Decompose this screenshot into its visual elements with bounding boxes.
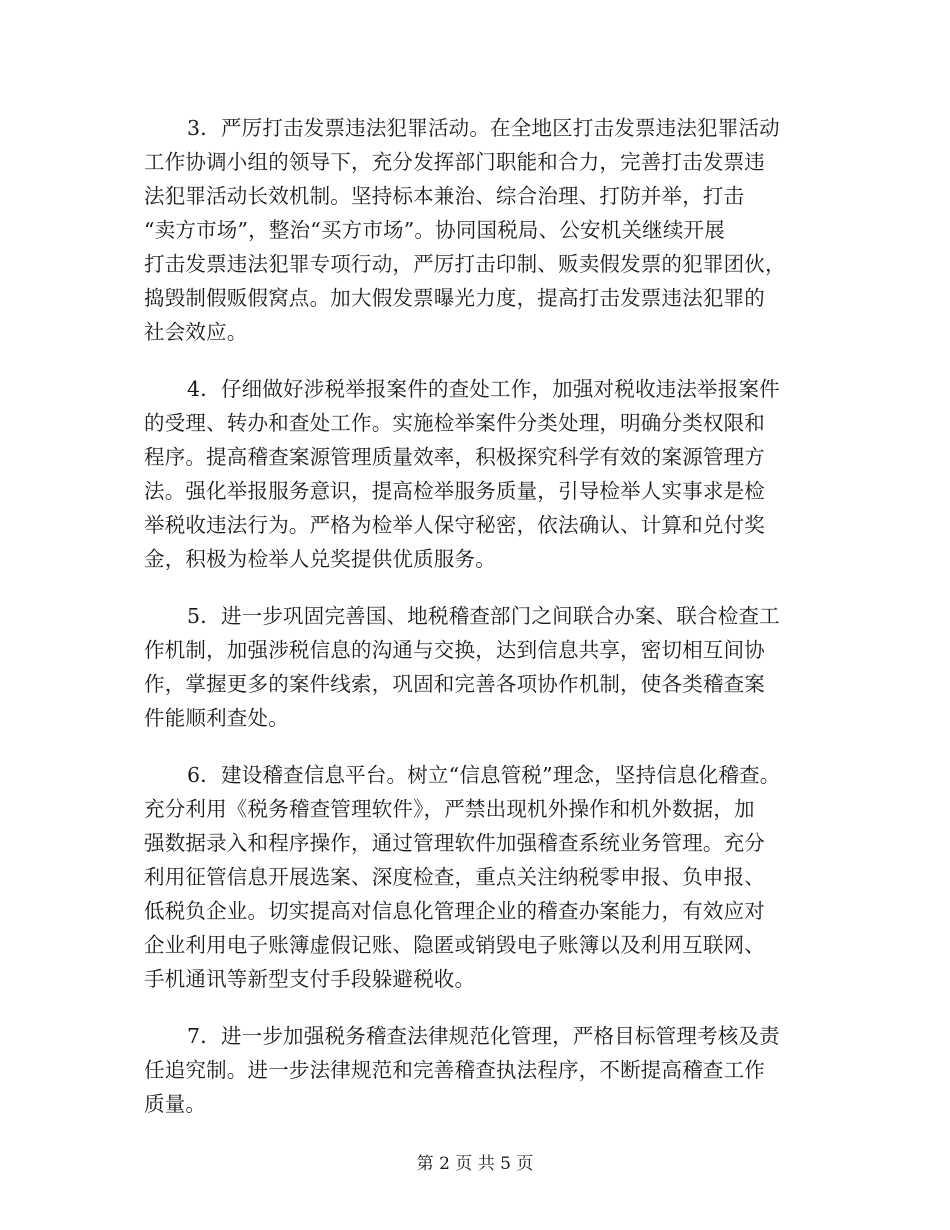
paragraph-4-line-2: 的受理、转办和查处工作。实施检举案件分类处理，明确分类权限和 (144, 411, 765, 435)
paragraph-4-line-5: 举税收违法行为。严格为检举人保守秘密，依法确认、计算和兑付奖 (144, 513, 765, 537)
paragraph-3-line-5: 打击发票违法犯罪专项行动，严厉打击印制、贩卖假发票的犯罪团伙， (144, 252, 786, 276)
paragraph-3-line-3: 法犯罪活动长效机制。坚持标本兼治、综合治理、打防并举，打击 (144, 184, 745, 208)
paragraph-6-line-7: 手机通讯等新型支付手段躲避税收。 (144, 967, 476, 991)
paragraph-6-line-3: 强数据录入和程序操作，通过管理软件加强稽查系统业务管理。充分 (144, 831, 765, 855)
paragraph-5-line-4: 件能顺利查处。 (144, 706, 289, 730)
paragraph-3-line-1: 3．严厉打击发票违法犯罪活动。在全地区打击发票违法犯罪活动 (187, 116, 780, 140)
paragraph-6-line-4: 利用征管信息开展选案、深度检查，重点关注纳税零申报、负申报、 (144, 865, 765, 889)
paragraph-4-line-3: 程序。提高稽查案源管理质量效率，积极探究科学有效的案源管理方 (144, 445, 765, 469)
paragraph-7-line-1: 7．进一步加强税务稽查法律规范化管理，严格目标管理考核及责 (187, 1024, 780, 1048)
paragraph-4-line-4: 法。强化举报服务意识，提高检举服务质量，引导检举人实事求是检 (144, 479, 765, 503)
paragraph-5-line-2: 作机制，加强涉税信息的沟通与交换，达到信息共享，密切相互间协 (144, 638, 765, 662)
paragraph-7-line-3: 质量。 (144, 1092, 207, 1116)
paragraph-4-line-6: 金，积极为检举人兑奖提供优质服务。 (144, 547, 496, 571)
page-number-footer: 第 2 页 共 5 页 (416, 1154, 534, 1174)
paragraph-5-line-1: 5．进一步巩固完善国、地税稽查部门之间联合办案、联合检查工 (187, 604, 780, 628)
paragraph-6-line-6: 企业利用电子账簿虚假记账、隐匿或销毁电子账簿以及利用互联网、 (144, 933, 765, 957)
paragraph-6-line-2: 充分利用《税务稽查管理软件》，严禁出现机外操作和机外数据，加 (144, 797, 755, 821)
paragraph-3-line-4: “卖方市场”，整治“买方市场”。协同国税局、公安机关继续开展 (144, 218, 725, 242)
paragraph-7-line-2: 任追究制。进一步法律规范和完善稽查执法程序，不断提高稽查工作 (144, 1058, 765, 1082)
paragraph-5-line-3: 作，掌握更多的案件线索，巩固和完善各项协作机制，使各类稽查案 (144, 672, 765, 696)
paragraph-3-line-7: 社会效应。 (144, 320, 248, 344)
paragraph-3-line-6: 捣毁制假贩假窝点。加大假发票曝光力度，提高打击发票违法犯罪的 (144, 286, 765, 310)
paragraph-6-line-5: 低税负企业。切实提高对信息化管理企业的稽查办案能力，有效应对 (144, 899, 765, 923)
paragraph-4-line-1: 4．仔细做好涉税举报案件的查处工作，加强对税收违法举报案件 (187, 377, 780, 401)
paragraph-6-line-1: 6．建设稽查信息平台。树立“信息管税”理念，坚持信息化稽查。 (187, 763, 781, 787)
paragraph-3-line-2: 工作协调小组的领导下，充分发挥部门职能和合力，完善打击发票违 (144, 150, 765, 174)
